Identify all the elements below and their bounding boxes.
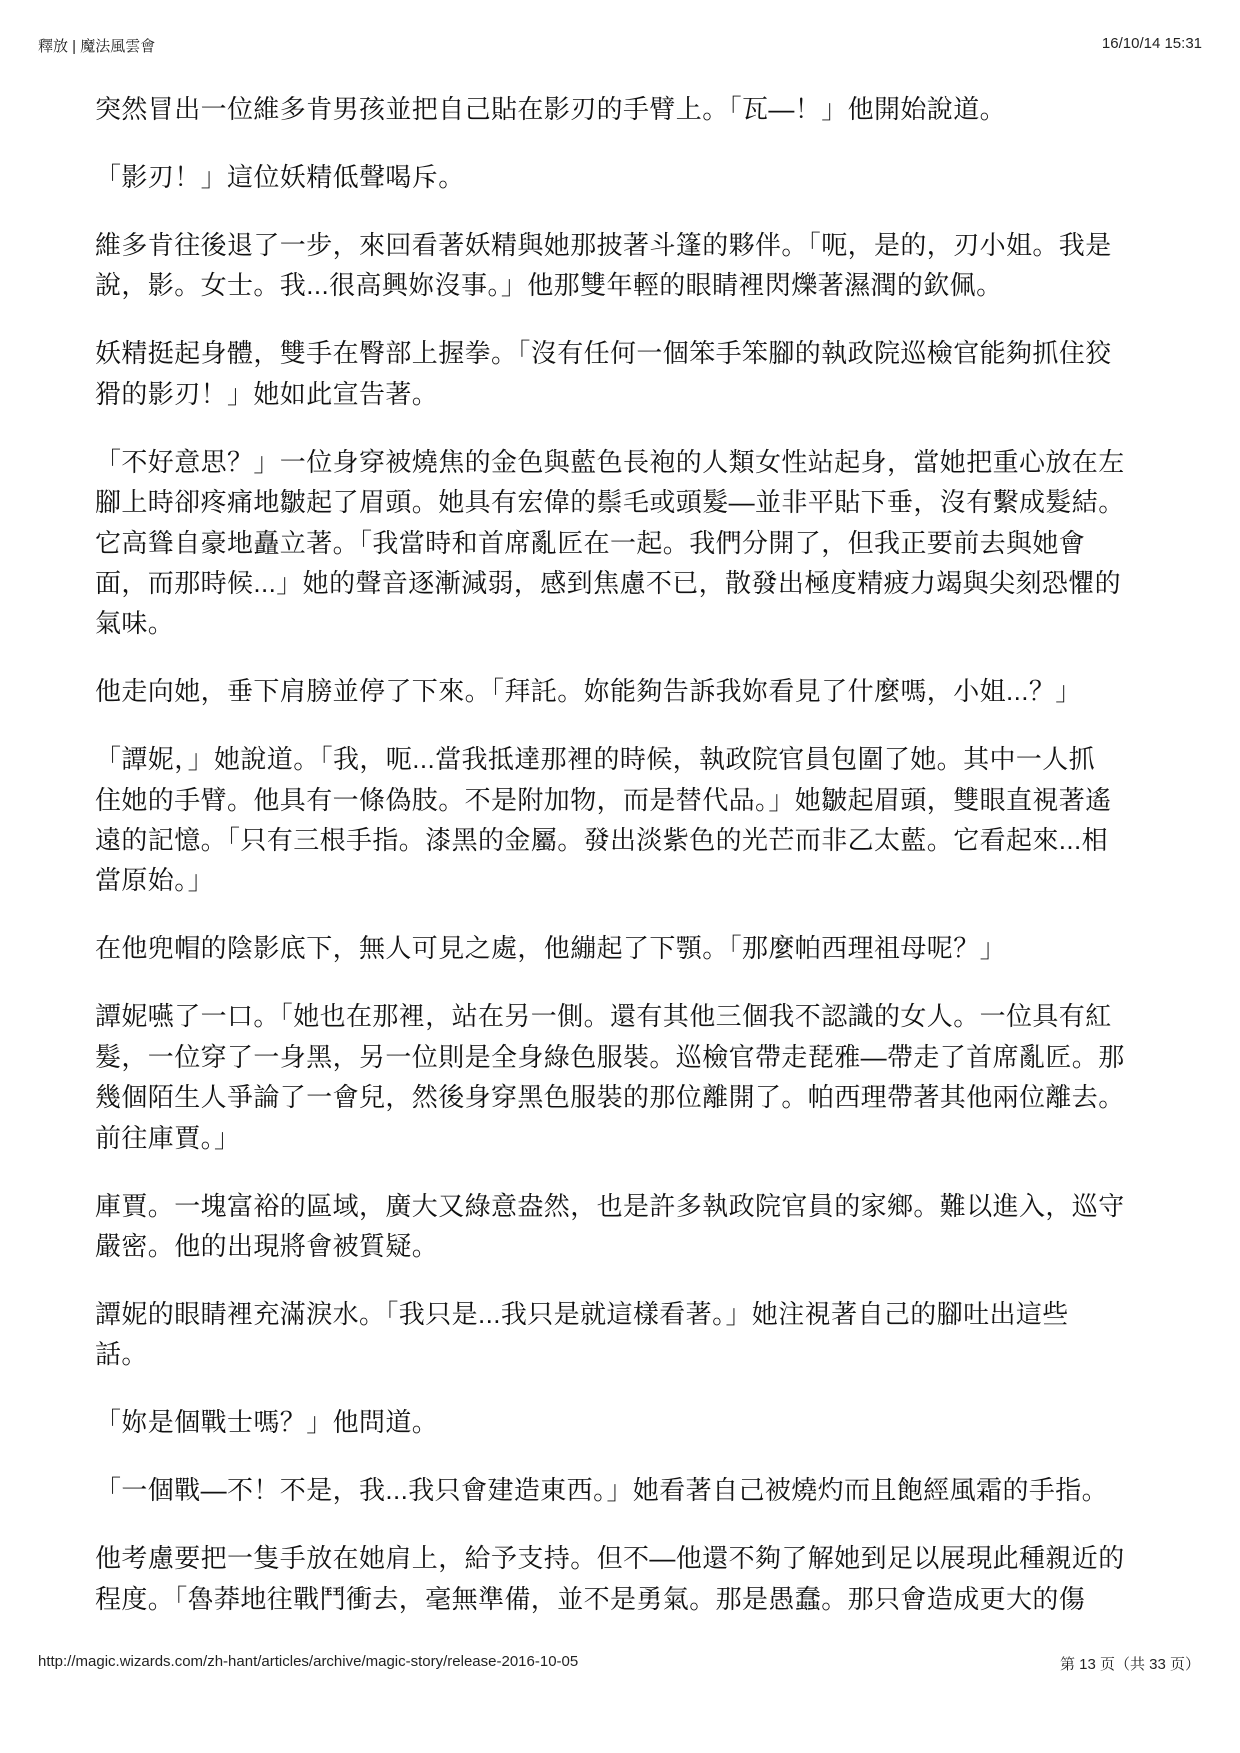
paragraph (95, 157, 1155, 197)
text-line: 猾的影刃！」她如此宣告著。 (95, 378, 439, 409)
text-line: 在他兜帽的陰影底下，無人可見之處，他繃起了下顎。「那麼帕西理祖母呢？」 (95, 933, 1007, 964)
text-line: 「譚妮，」她說道。「我，呃...當我抵達那裡的時候，執政院官員包圍了她。其中一人抓 (95, 744, 1096, 775)
text-line: 幾個陌生人爭論了一會兒，然後身穿黑色服裝的那位離開了。帕西理帶著其他兩位離去。 (95, 1082, 1125, 1113)
paragraph (95, 671, 1155, 711)
text-line: 妖精挺起身體，雙手在臀部上握拳。「沒有任何一個笨手笨腳的執政院巡檢官能夠抓住狡 (95, 338, 1112, 369)
text-line: 他考慮要把一隻手放在她肩上，給予支持。但不—他還不夠了解她到足以展現此種親近的 (95, 1543, 1125, 1574)
text-line: 遠的記憶。「只有三根手指。漆黑的金屬。發出淡紫色的光芒而非乙太藍。它看起來...相 (95, 825, 1109, 856)
paragraph (95, 996, 1155, 1158)
text-line: 譚妮的眼睛裡充滿淚水。「我只是...我只是就這樣看著。」她注視著自己的腳吐出這些 (95, 1298, 1069, 1329)
text-line: 他走向她，垂下肩膀並停了下來。「拜託。妳能夠告訴我妳看見了什麼嗎，小姐...？」 (95, 676, 1082, 707)
paragraph (95, 739, 1155, 901)
document-title: 釋放 | 魔法風雲會 (38, 38, 156, 55)
text-line: 它高聳自豪地矗立著。「我當時和首席亂匠在一起。我們分開了，但我正要前去與她會 (95, 527, 1086, 558)
text-line: 「妳是個戰士嗎？」他問道。 (95, 1407, 439, 1438)
print-datetime: 16/10/14 15:31 (1101, 35, 1202, 52)
text-line: 「一個戰—不！不是，我...我只會建造東西。」她看著自己被燒灼而且飽經風霜的手指。 (95, 1475, 1109, 1506)
text-line: 話。 (95, 1339, 148, 1370)
paragraph (95, 225, 1155, 306)
text-line: 住她的手臂。他具有一條偽肢。不是附加物，而是替代品。」她皺起眉頭，雙眼直視著遙 (95, 784, 1112, 815)
paragraph (95, 1294, 1155, 1375)
paragraph (95, 442, 1155, 644)
article-body (95, 89, 1155, 1647)
page-url: http://magic.wizards.com/zh-hant/articles/archive/magic-story/release-2016-10-05 (38, 1653, 579, 1670)
text-line: 維多肯往後退了一步，來回看著妖精與她那披著斗篷的夥伴。「呃，是的，刃小姐。我是 (95, 229, 1112, 260)
text-line: 譚妮嚥了一口。「她也在那裡，站在另一側。還有其他三個我不認識的女人。一位具有紅 (95, 1001, 1112, 1032)
paragraph (95, 928, 1155, 968)
paragraph (95, 1186, 1155, 1267)
text-line: 當原始。」 (95, 865, 215, 896)
text-line: 「不好意思？」一位身穿被燒焦的金色與藍色長袍的人類女性站起身，當她把重心放在左 (95, 446, 1125, 477)
text-line: 說，影。女士。我...很高興妳沒事。」他那雙年輕的眼睛裡閃爍著濕潤的欽佩。 (95, 270, 1003, 301)
paragraph (95, 1538, 1155, 1619)
text-line: 突然冒出一位維多肯男孩並把自己貼在影刃的手臂上。「瓦—！」他開始說道。 (95, 94, 1007, 124)
text-line: 庫賈。一塊富裕的區域，廣大又綠意盎然，也是許多執政院官員的家鄉。難以進入，巡守 (95, 1190, 1125, 1221)
paragraph (95, 89, 1155, 129)
text-line: 髮，一位穿了一身黑，另一位則是全身綠色服裝。巡檢官帶走琵雅—帶走了首席亂匠。那 (95, 1041, 1125, 1072)
text-line: 「影刃！」這位妖精低聲喝斥。 (95, 161, 465, 192)
paragraph (95, 1402, 1155, 1442)
text-line: 面，而那時候...」她的聲音逐漸減弱，感到焦慮不已，散發出極度精疲力竭與尖刻恐懼的 (95, 567, 1122, 598)
paragraph (95, 1470, 1155, 1510)
text-line: 腳上時卻疼痛地皺起了眉頭。她具有宏偉的鬃毛或頭髮—並非平貼下垂，沒有繫成髮結。 (95, 487, 1125, 518)
paragraph (95, 333, 1155, 414)
text-line: 程度。「魯莽地往戰鬥衝去，毫無準備，並不是勇氣。那是愚蠢。那只會造成更大的傷 (95, 1583, 1086, 1614)
text-line: 前往庫賈。」 (95, 1122, 241, 1153)
text-line: 氣味。 (95, 608, 175, 639)
text-line: 嚴密。他的出現將會被質疑。 (95, 1230, 439, 1261)
page-number: 第 13 页（共 33 页） (1059, 1656, 1200, 1673)
